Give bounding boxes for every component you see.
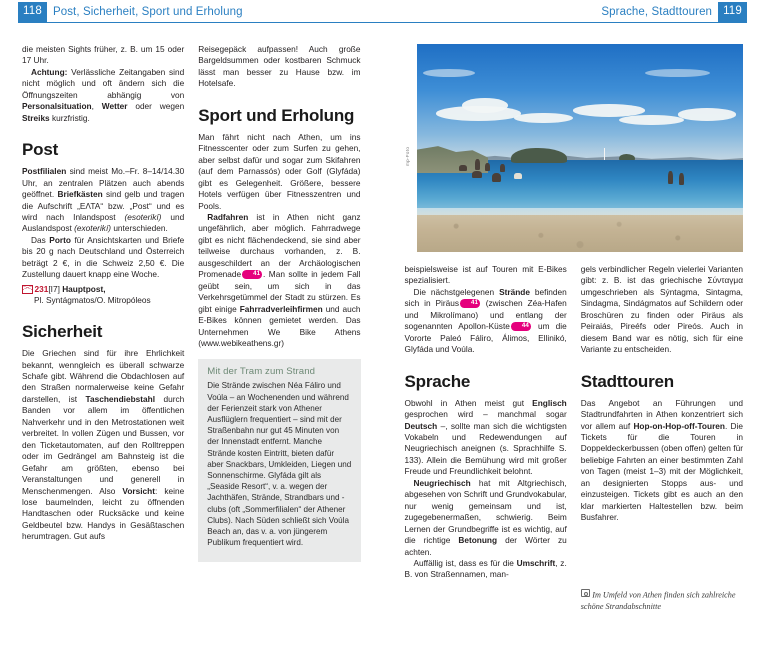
map-number: 231 <box>34 283 49 294</box>
beachgoer <box>514 173 521 179</box>
text: unterschieden. <box>111 223 168 234</box>
paragraph <box>22 235 184 281</box>
lead-in: Achtung: <box>31 66 68 77</box>
sailboat <box>604 148 605 160</box>
text: beispielsweise ist auf Touren mit E-Bikes spezialisiert. <box>404 264 567 286</box>
infobox-tram-zum-strand <box>198 359 360 562</box>
map-badge: 41 <box>242 270 262 279</box>
paragraph <box>405 478 567 558</box>
emphasis: Vorsicht <box>122 485 156 496</box>
column-2 <box>198 44 360 620</box>
text: kurzfristig. <box>49 112 90 123</box>
photo-block <box>405 44 744 252</box>
camera-icon <box>581 589 590 597</box>
cloud <box>514 113 573 123</box>
emphasis: Umschrift <box>516 557 556 568</box>
emphasis: Englisch <box>532 397 567 408</box>
paragraph <box>198 44 360 90</box>
text: (zwischen Zéa-Hafen und Mikrolímano) und entlang der sogenannten Apollon-Küste <box>404 298 567 332</box>
paragraph <box>22 67 184 124</box>
column-4 <box>581 264 743 620</box>
folio-right: 119 <box>718 2 747 23</box>
text: Reisegepäck aufpassen! Auch große Bargeldsummen oder kostbaren Schmuck lässt man besser zu Hause bzw. im Hotelsafe. <box>198 44 361 89</box>
address-listing <box>22 284 184 306</box>
text: Man fährt nicht nach Athen, um ins Fitnesscenter oder zum Surfen zu gehen, aber selbst dafür und sogar zum Skifahren (auf dem Parnassós) oder Golf (Glyfáda) gibt es Gelegenheit. Größere, bessere Hotels verfügen über Fitnesszentren und Pools. <box>198 131 361 211</box>
map-badge: 44 <box>511 322 531 331</box>
running-title-left: Post, Sicherheit, Sport und Erholung <box>52 6 243 18</box>
cloud <box>462 98 508 113</box>
heading-post: Post <box>22 140 59 160</box>
text: Verlässliche Zeitangaben sind nicht möglich und oft ändern sich die Öffnungszeiten abhängig von <box>22 66 185 100</box>
column-1 <box>22 44 184 620</box>
right-page <box>383 0 765 648</box>
paragraph <box>405 287 567 356</box>
text: durch Banden vor allem im öffentlichen Nahverkehr und in den Metrostationen weit verbreitet. In vollen Zügen und Bussen, vor den Ticketautomaten, auf den Rolltreppen oder im Gedrängel am Bahnsteig ist die Gefahr am größten, ebenso bei Veranstaltungen und generell in Menschenmengen. Also <box>22 393 185 496</box>
column-3 <box>405 264 567 620</box>
text: , z. B. von Straßennamen, man- <box>404 557 567 580</box>
lead-in: Radfahren <box>207 211 249 222</box>
text: Die nächstgelegenen <box>413 286 500 297</box>
text: , <box>91 101 102 112</box>
paragraph <box>405 558 567 581</box>
text: und Auslandspost <box>22 211 185 234</box>
map-badge: 41 <box>460 299 480 308</box>
beachgoer-walking <box>679 173 684 185</box>
islet-small <box>619 154 635 160</box>
text: . Man sollte in jedem Fall geübt sein, um sich in das Verkehrsgetümmel der Stadt zu stürzen. Es gibt einige <box>198 269 361 314</box>
paragraph <box>22 348 184 543</box>
text: um die Vororte Paleó Fáliro, Álimos, Ellinikó, Glyfáda und Voúla. <box>404 321 567 355</box>
beachgoer-walking <box>668 171 673 185</box>
text: . Die Tickets für die Touren in Doppeldeckerbussen (oben offen) gelten für beliebige Fahrten an einer bestimmten Zahl von Tagen (meist 1–3) mit der Möglichkeit, an designierten Stopps aus- und einzusteigen. Tickets gibt es auch an den klar markierten Haltestellen bzw. beim Busfahrer. <box>580 420 744 523</box>
text: befinden sich in Piräus <box>404 286 567 309</box>
infobox-title: Mit der Tram zum Strand <box>207 366 316 378</box>
paragraph <box>22 166 184 235</box>
emphasis: Briefkästen <box>57 189 103 200</box>
paragraph <box>405 398 567 478</box>
text: Auffällig ist, dass es für die <box>413 557 517 568</box>
heading-stadttouren: Stadttouren <box>580 371 674 391</box>
lead-in: Postfilialen <box>22 166 67 177</box>
running-title-right: Sprache, Stadttouren <box>601 6 713 18</box>
text: oder wegen <box>127 101 185 112</box>
emphasis: Betonung <box>458 535 498 546</box>
emphasis: Strände <box>499 286 530 297</box>
paragraph <box>198 212 360 349</box>
right-columns <box>405 264 744 620</box>
beachgoer <box>459 165 467 171</box>
text: und auch E-Bikes können gemietet werden. Das Unternehmen We Bike Athens (www.webikeathens.gr) <box>198 303 361 348</box>
text: der Wörter zu achten. <box>404 535 567 557</box>
text: hat mit Altgriechisch, abgesehen von Schrift und Grundvokabular, nur wenig gemeinsam und ist, zugegebenermaßen, schwierig. Beim Lernen der Grundbegriffe ist es wichtig, auf die richtige <box>404 477 567 546</box>
emphasis: Wetter <box>101 101 128 112</box>
place-name: Hauptpost, <box>62 283 106 294</box>
folio-left: 118 <box>18 2 47 23</box>
text: Das <box>31 234 50 245</box>
running-head-left <box>0 0 383 24</box>
street-address: Pl. Syntágmatos/O. Mitropóleos <box>34 294 151 305</box>
islet <box>511 148 567 163</box>
emphasis: Porto <box>49 234 71 245</box>
lead-in: Neugriechisch <box>413 477 471 488</box>
heading-sport-und-erholung: Sport und Erholung <box>198 105 355 125</box>
sandy-beach <box>417 215 744 252</box>
text: sind meist Mo.–Fr. 8–14/14.30 Uhr, an zentralen Plätzen auch abends geöffnet. <box>22 166 185 200</box>
text: Die Griechen sind für ihre Ehrlichkeit bekannt, wenngleich es überall schwarze Schafe gibt. Während die Obdachlosen auf den Straßen normalerweise keine Gefahr darstellen, ist <box>22 348 185 404</box>
emphasis: Taschendiebstahl <box>85 393 156 404</box>
photo-caption <box>581 589 743 612</box>
text: sind gelb und tragen die Aufschrift „ΕΛΤΑ“ bzw. „Post“ und es wird nach Inlandspost <box>22 189 185 222</box>
caption-text: Im Umfeld von Athen finden sich zahlreiche schöne Strandabschnitte <box>580 590 736 611</box>
photo-credit: mp-Foto <box>404 146 410 166</box>
left-columns <box>22 44 361 620</box>
cloud <box>619 115 684 125</box>
paragraph <box>22 44 184 67</box>
paragraph <box>405 264 567 287</box>
text: gesprochen wird – manchmal sogar <box>404 409 567 420</box>
beachgoer <box>500 164 505 172</box>
greek-term: (esoterikí) <box>124 211 162 222</box>
paragraph <box>581 264 743 356</box>
header-rule-right <box>383 22 748 23</box>
running-head-right <box>383 0 765 24</box>
heading-sprache: Sprache <box>404 371 471 391</box>
emphasis: Streiks <box>22 112 50 123</box>
envelope-icon <box>22 285 33 294</box>
emphasis: Personalsituation <box>22 101 92 112</box>
paragraph <box>581 398 743 524</box>
beachgoer <box>475 159 480 169</box>
emphasis: Hop-on-Hop-off-Touren <box>633 420 725 431</box>
text: Das Angebot an Führungen und Stadtrundfahrten in Athen konzentriert sich vor allem auf <box>580 397 743 431</box>
text: für Ansichtskarten und Briefe bis 20 g nach Deutschland und Österreich beträgt 2 €, in die Schweiz 2,50 €. Die Zustellung dauert knapp eine Woche. <box>22 234 185 280</box>
beach-photo <box>417 44 744 252</box>
text: ist in Athen nicht ganz ungefährlich, aber möglich. Fahrradwege gibt es nicht flächendeckend, sie sind aber teilweise durchaus vorhanden, z. B. ausgeschildert an der Archäologischen Promenade <box>198 211 361 280</box>
text: –, sollte man sich die wichtigsten Vokabeln und Redewendungen auf Neugriechisch aneignen (s. Sprachhilfe S. 133). Allein die Bemühung wird mit großer Freude und Freundlichkeit belohnt. <box>404 420 567 477</box>
beachgoer <box>492 173 502 182</box>
cloud <box>678 108 737 120</box>
infobox-text: Die Strände zwischen Néa Fáliro und Voúla – an Wochenenden und während der Ferienzeit stark von Athener Ausflüglern frequentiert – sind mit der Straßenbahn nur gut 45 Minuten von der Innenstadt entfernt. Manche Strände kosten Eintritt, bieten dafür aber Snackbars, Umkleiden, Liegen und Sonnenschirme. Glyfáda gilt als „Seaside Resort“, v. a. wegen der Jachthäfen, Strände, Strandbars und -clubs (oft „Sommerfilialen“ der Athener Clubs). Nach Süden schließt sich Voúla Beach an, das v. a. von jüngerem Publikum frequentiert wird. <box>207 381 352 548</box>
text: : keine lose baumelnden, leicht zu öffnenden Handtaschen oder Rucksäcke und keine Geldbeutel bzw. Handys in Gesäßtaschen herumtragen. Gut aufs <box>22 485 185 542</box>
beachgoer <box>485 163 490 171</box>
heading-sicherheit: Sicherheit <box>22 322 103 342</box>
paragraph <box>198 132 360 212</box>
text: gels verbindlicher Regeln vielerlei Varianten gibt: z. B. ist das griechische Σύνταγμα umgeschrieben als Sýntagma, Sintagma, Sindagma, Sindágmatos auf Schildern oder Broschüren zu finden oder Piräus als Peiraiás, Pireéfs oder Pireós. Auch in diesem Band war es nötig, sich für eine Variante zu entscheiden. <box>580 264 743 355</box>
grid-ref: [I7] <box>48 283 60 294</box>
text: die meisten Sights früher, z. B. um 15 oder 17 Uhr. <box>22 44 185 66</box>
text: Obwohl in Athen meist gut <box>404 397 533 408</box>
greek-term: (exoterikí) <box>74 223 112 234</box>
emphasis: Deutsch <box>404 420 438 431</box>
beachgoer <box>472 171 482 178</box>
emphasis: Fahrradverleihfirmen <box>239 303 323 314</box>
header-rule-left <box>18 22 383 23</box>
